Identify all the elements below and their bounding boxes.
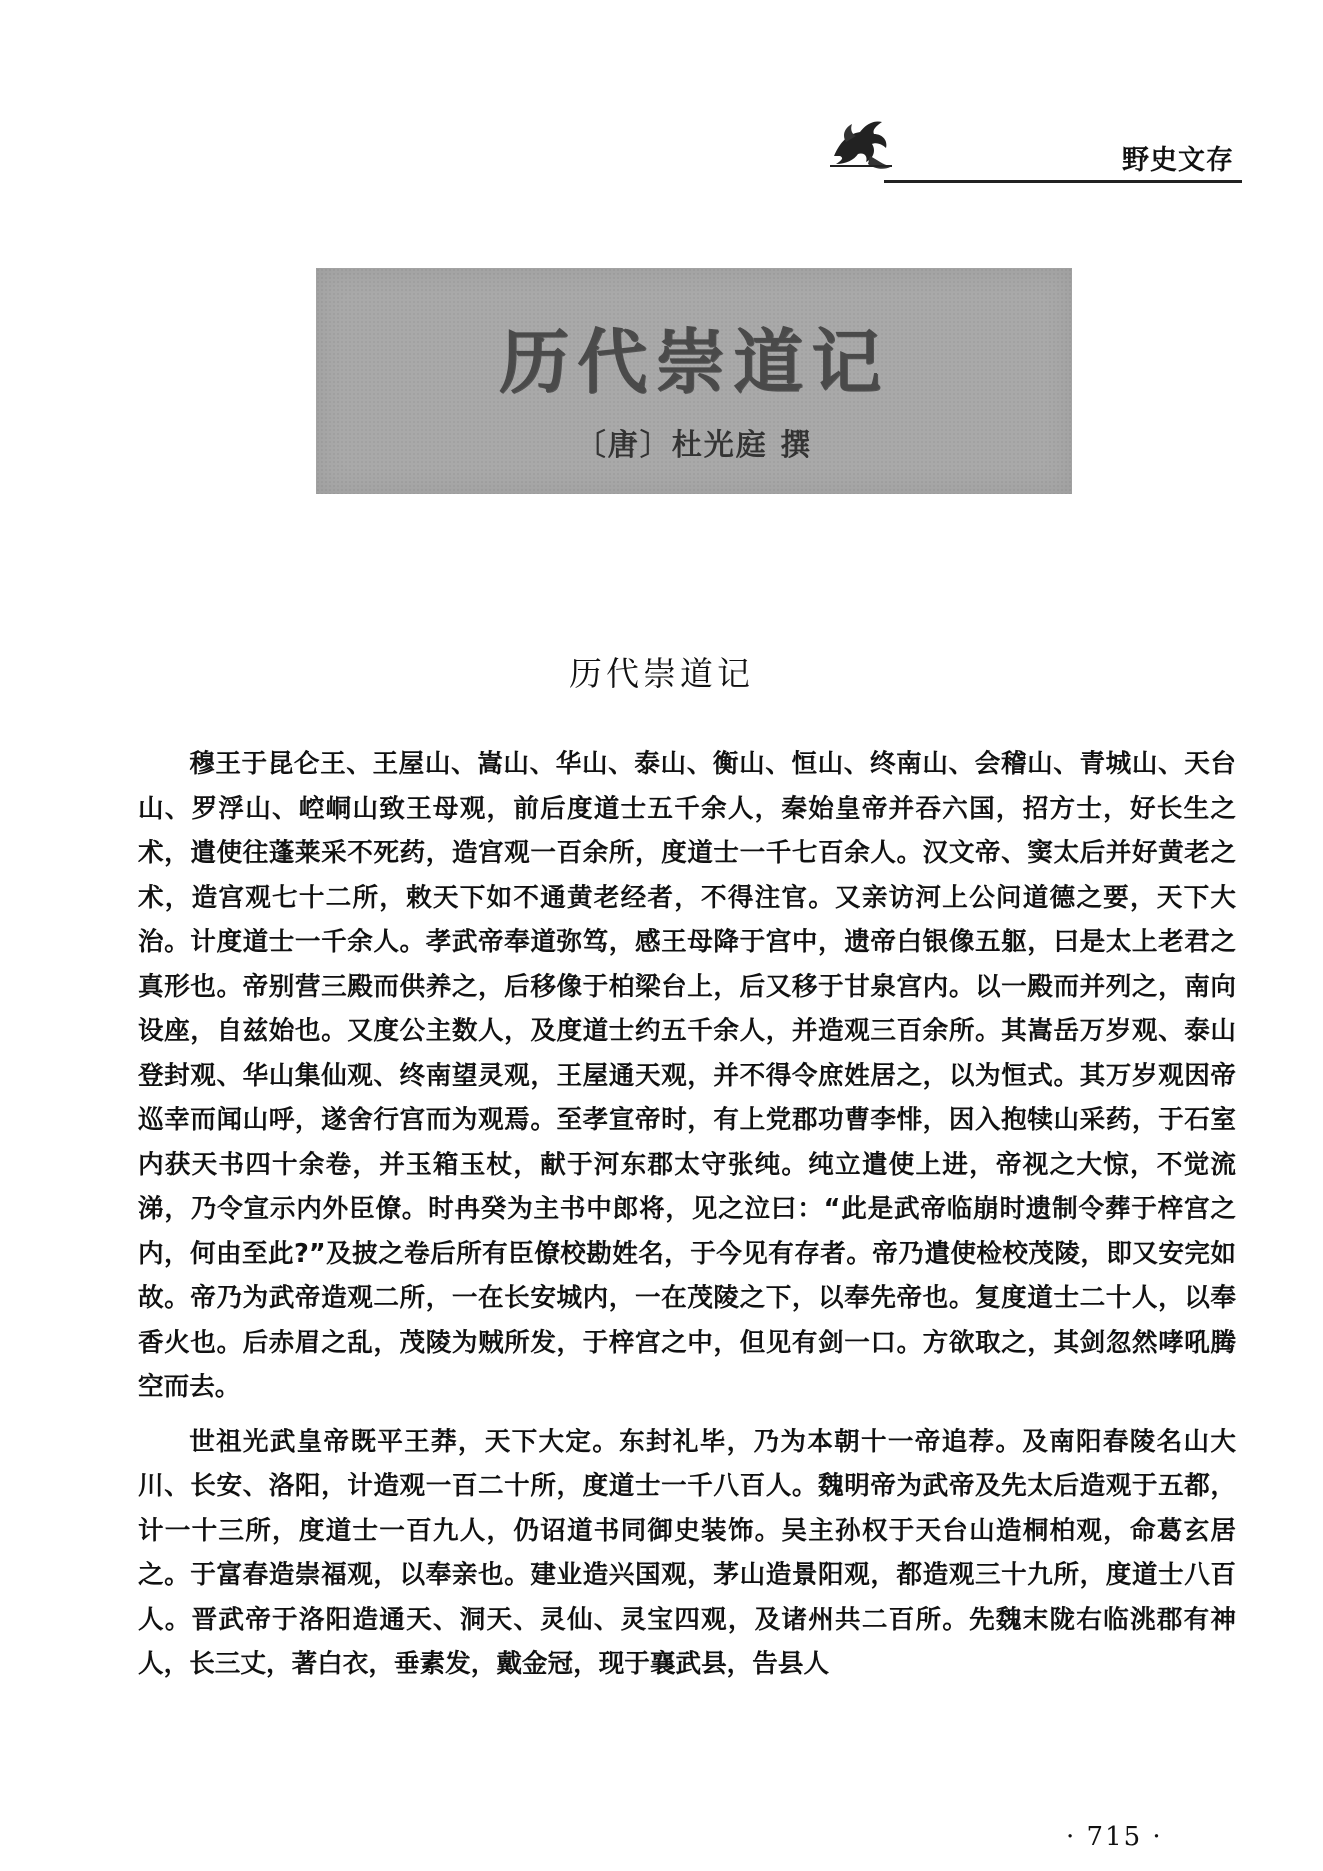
title-banner xyxy=(316,268,1072,494)
paragraph: 穆王于昆仑王、王屋山、嵩山、华山、泰山、衡山、恒山、终南山、会稽山、青城山、天台山、罗浮山、崆峒山致王母观，前后度道士五千余人，秦始皇帝并吞六国，招方士，好长生之术，遣使往蓬莱采不死药，造宫观一百余所，度道士一千七百余人。汉文帝、窦太后并好黄老之术，造宫观七十二所，敕天下如不通黄老经者，不得注官。又亲访河上公问道德之要，天下大治。计度道士一千余人。孝武帝奉道弥笃，感王母降于宫中，遗帝白银像五躯，曰是太上老君之真形也。帝别营三殿而供养之，后移像于柏梁台上，后又移于甘泉宫内。以一殿而并列之，南向设座，自兹始也。又度公主数人，及度道士约五千余人，并造观三百余所。其嵩岳万岁观、泰山登封观、华山集仙观、终南望灵观，王屋通天观，并不得令庶姓居之，以为恒式。其万岁观因帝巡幸而闻山呼，遂舍行宫而为观焉。至孝宣帝时，有上党郡功曹李悱，因入抱犊山采药，于石室内获天书四十余卷，并玉箱玉杖，献于河东郡太守张纯。纯立遣使上进，帝视之大惊，不觉流涕，乃令宣示内外臣僚。时冉癸为主书中郎将，见之泣曰：“此是武帝临崩时遗制令葬于梓宫之内，何由至此?”及披之卷后所有臣僚校勘姓名，于今见有存者。帝乃遣使检校茂陵，即又安完如故。帝乃为武帝造观二所，一在长安城内，一在茂陵之下，以奉先帝也。复度道士二十人，以奉香火也。后赤眉之乱，茂陵为贼所发，于梓宫之中，但见有剑一口。方欲取之，其剑忽然哮吼腾空而去。 xyxy=(138,749,1236,1402)
article-body xyxy=(138,742,1236,1697)
paragraph: 世祖光武皇帝既平王莽，天下大定。东封礼毕，乃为本朝十一帝追荐。及南阳春陵名山大川、长安、洛阳，计造观一百二十所，度道士一千八百人。魏明帝为武帝及先太后造观于五都，计一十三所，度道士一百九人，仍诏道书同御史装饰。吴主孙权于天台山造桐柏观，命葛玄居之。于富春造崇福观，以奉亲也。建业造兴国观，茅山造景阳观，都造观三十九所，度道士八百人。晋武帝于洛阳造通天、洞天、灵仙、灵宝四观，及诸州共二百所。先魏末陇右临洮郡有神人，长三丈，著白衣，垂素发，戴金冠，现于襄武县，告县人 xyxy=(138,1426,1236,1679)
section-title: 野史文存 xyxy=(1122,145,1234,176)
banner-author: 〔唐〕杜光庭 撰 xyxy=(575,428,813,463)
header-rule xyxy=(884,180,1242,183)
page-number: · 715 · xyxy=(1066,1822,1163,1852)
dragon-emblem-icon xyxy=(826,112,896,174)
banner-title: 历代崇道记 xyxy=(499,320,889,403)
article-title: 历代崇道记 xyxy=(569,654,754,693)
running-header xyxy=(826,112,1242,184)
